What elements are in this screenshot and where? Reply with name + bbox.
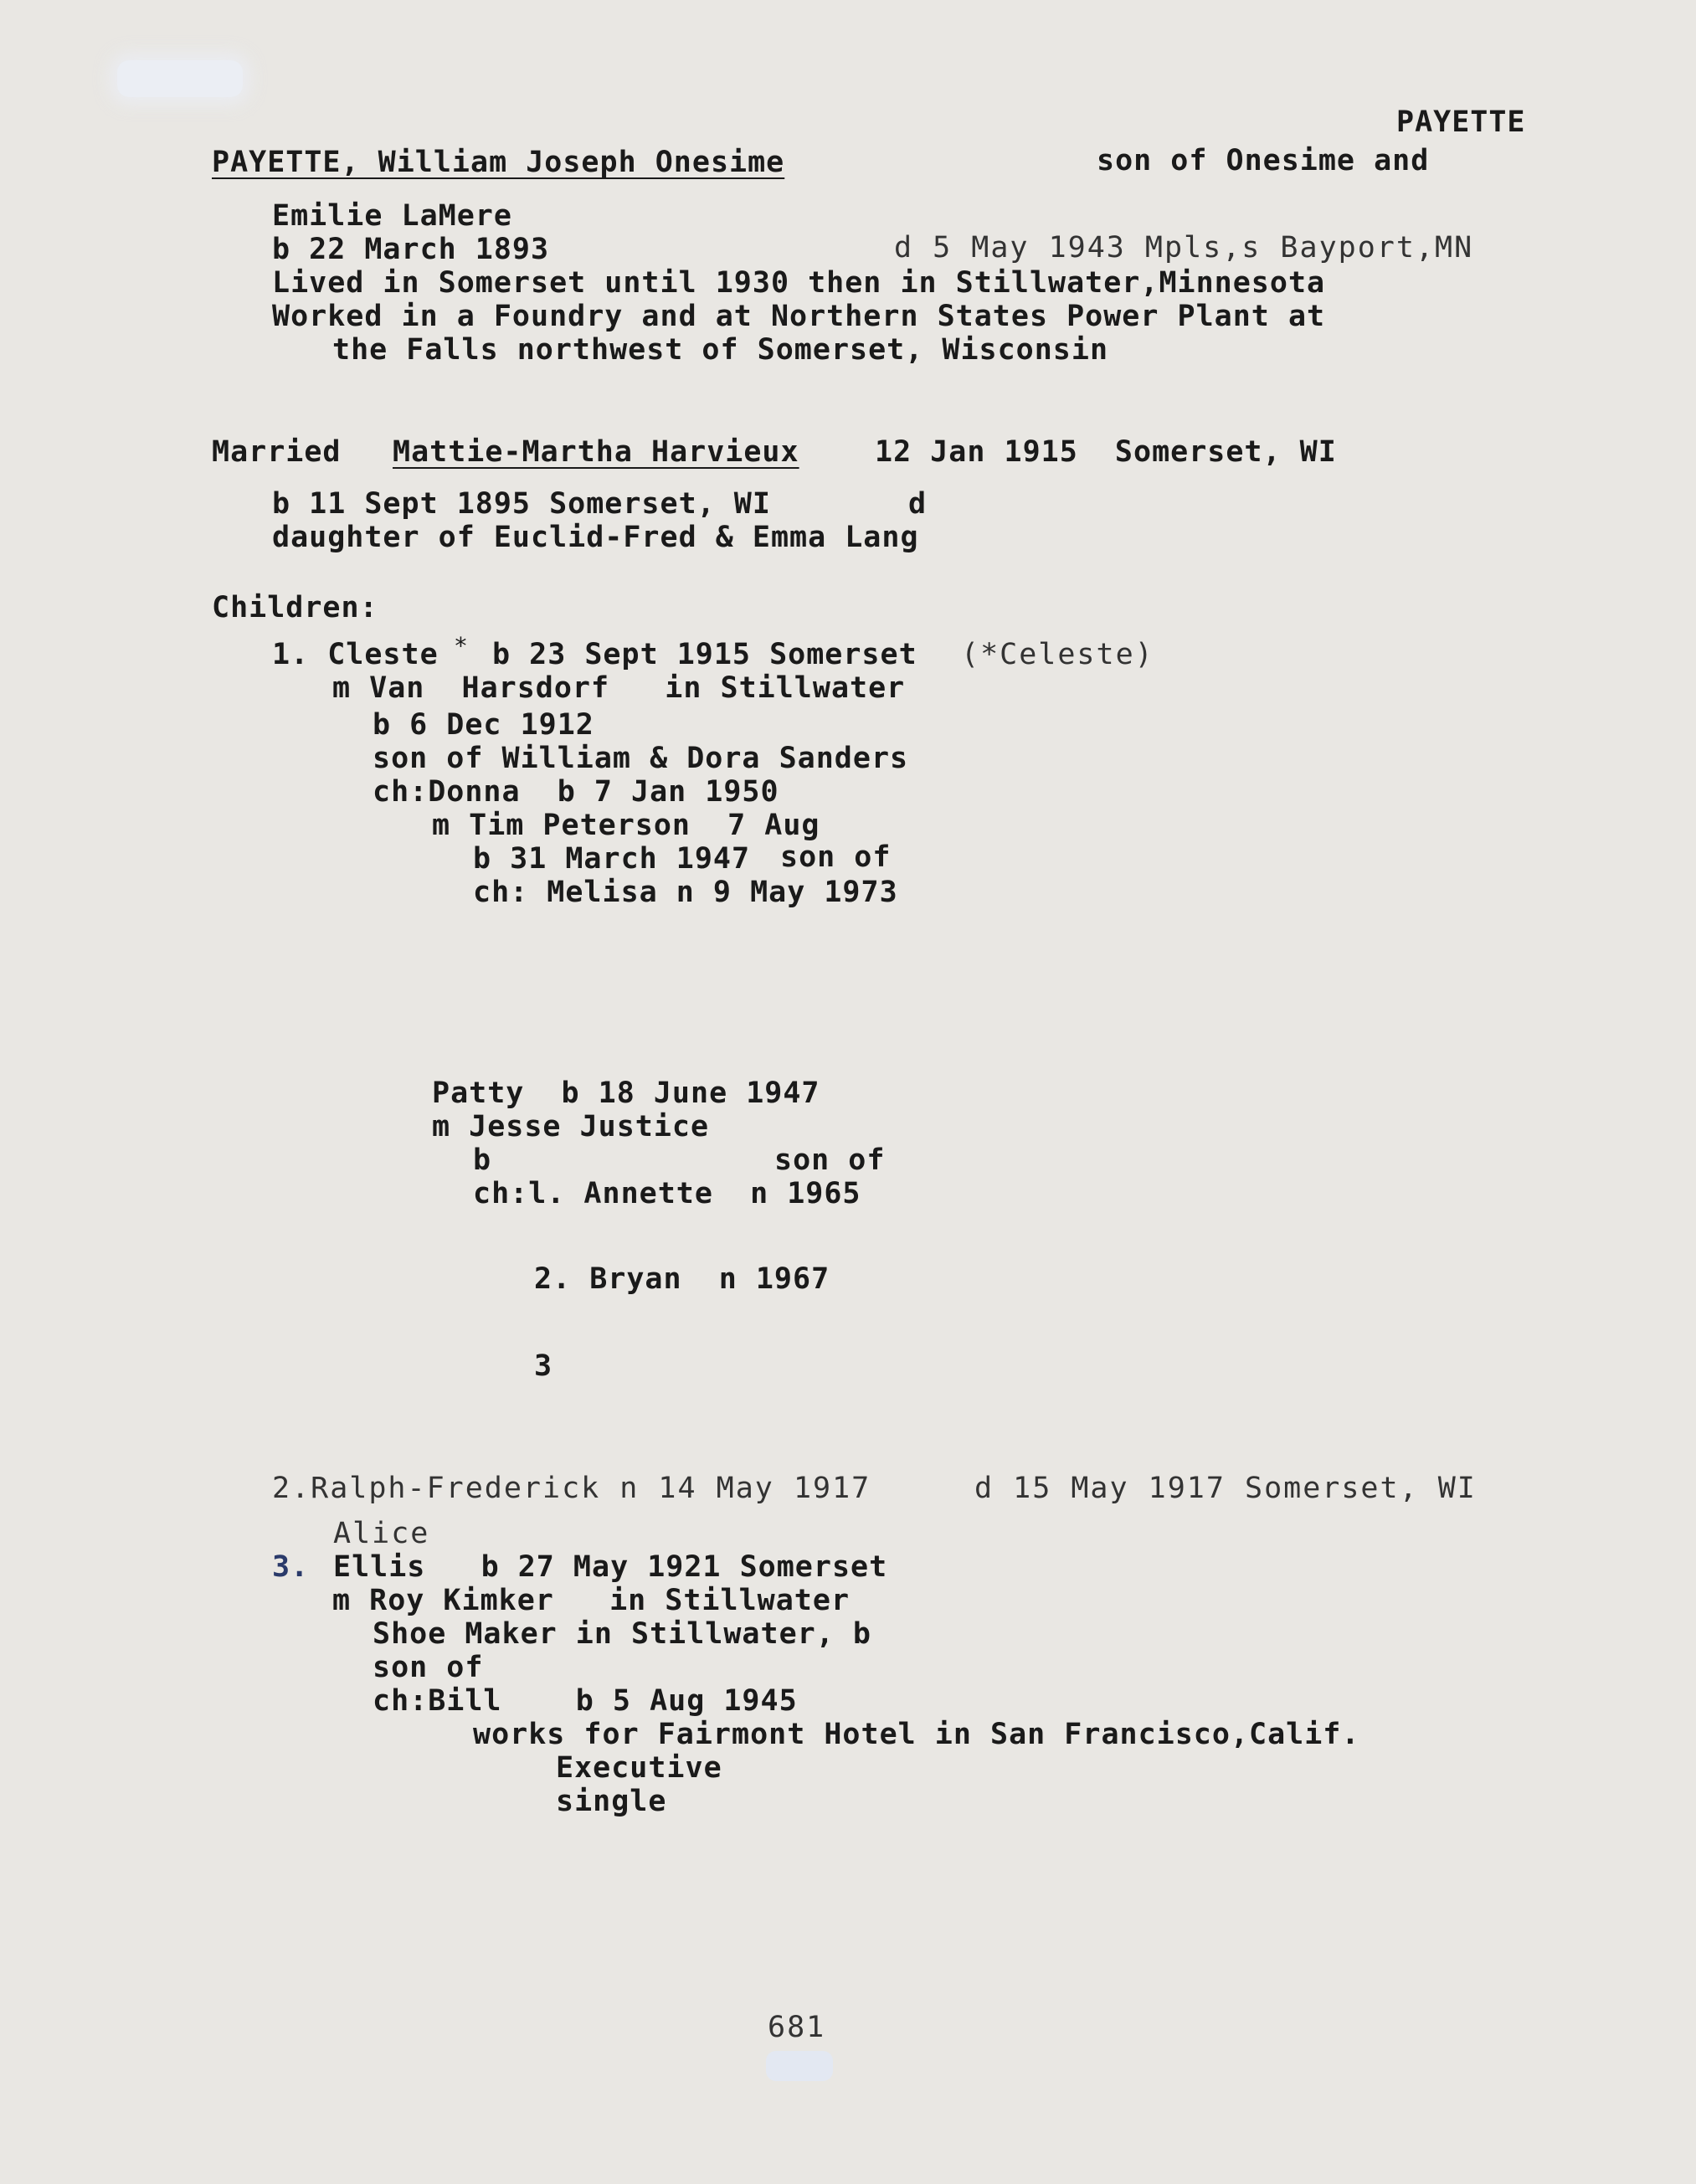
grandchild-donna: ch:Donna b 7 Jan 1950 <box>373 775 779 809</box>
child-1-name: 1. Cleste <box>272 638 439 671</box>
bio-line-1: Lived in Somerset until 1930 then in Stillwater,Minnesota <box>272 266 1326 300</box>
child-1-asterisk: * <box>454 632 469 660</box>
faint-stamp <box>117 60 243 97</box>
bio-line-3: the Falls northwest of Somerset, Wisconsin <box>332 333 1109 367</box>
grandchild-patty-marriage: m Jesse Justice <box>432 1110 710 1143</box>
grandchild-patty: Patty b 18 June 1947 <box>432 1077 820 1110</box>
great-grandchild-melisa: ch: Melisa n 9 May 1973 <box>473 876 898 909</box>
child-1-birth: b 23 Sept 1915 Somerset <box>492 638 917 671</box>
death-date: d 5 May 1943 Mpls,s Bayport,MN <box>894 231 1474 265</box>
grandchild-bill-status: single <box>556 1785 667 1818</box>
grandchild-bill: ch:Bill b 5 Aug 1945 <box>373 1684 798 1718</box>
great-grandchild-3: 3 <box>534 1349 553 1383</box>
child-3-alt-name: Alice <box>333 1517 430 1550</box>
great-grandchild-annette: ch:l. Annette n 1965 <box>473 1177 861 1210</box>
grandchild-donna-spouse-son: son of <box>780 840 892 874</box>
parents-text-2: Emilie LaMere <box>272 199 512 233</box>
grandchild-patty-spouse-b: b <box>473 1143 492 1177</box>
grandchild-donna-spouse-birth: b 31 March 1947 <box>473 842 751 876</box>
faint-page-stamp <box>766 2051 833 2081</box>
birth-date: b 22 March 1893 <box>272 233 550 266</box>
child-1-spouse-parents: son of William & Dora Sanders <box>373 742 909 775</box>
child-3-number: 3. <box>272 1550 310 1584</box>
child-2-name: 2.Ralph-Frederick n 14 May 1917 <box>272 1472 871 1505</box>
children-heading: Children: <box>212 591 378 624</box>
parents-text-1: son of Onesime and <box>1097 144 1430 177</box>
child-1-note: (*Celeste) <box>961 638 1154 671</box>
bio-line-2: Worked in a Foundry and at Northern States Power Plant at <box>272 300 1326 333</box>
child-3-spouse-parents: son of <box>373 1651 484 1684</box>
child-2-death: d 15 May 1917 Somerset, WI <box>974 1472 1477 1505</box>
great-grandchild-bryan: 2. Bryan n 1967 <box>534 1262 830 1296</box>
child-3-spouse-job: Shoe Maker in Stillwater, b <box>373 1617 871 1651</box>
marriage-details: 12 Jan 1915 Somerset, WI <box>875 435 1337 469</box>
child-1-marriage: m Van Harsdorf in Stillwater <box>332 671 906 705</box>
grandchild-bill-title: Executive <box>556 1751 722 1785</box>
child-1-spouse-birth: b 6 Dec 1912 <box>373 708 594 742</box>
spouse-parents: daughter of Euclid-Fred & Emma Lang <box>272 521 919 554</box>
spouse-birth: b 11 Sept 1895 Somerset, WI <box>272 487 771 521</box>
married-label: Married <box>212 435 342 469</box>
subject-name: PAYETTE, William Joseph Onesime <box>212 146 785 179</box>
page-number: 681 <box>768 2011 826 2044</box>
spouse-death: d <box>908 487 928 521</box>
child-3-name: Ellis b 27 May 1921 Somerset <box>333 1550 888 1584</box>
grandchild-donna-marriage: m Tim Peterson 7 Aug <box>432 809 820 842</box>
spouse-name: Mattie-Martha Harvieux <box>393 435 799 469</box>
surname-heading: PAYETTE <box>1396 105 1526 139</box>
grandchild-bill-work: works for Fairmont Hotel in San Francisco,Calif. <box>473 1718 1360 1751</box>
grandchild-patty-spouse-son: son of <box>774 1143 886 1177</box>
child-3-marriage: m Roy Kimker in Stillwater <box>332 1584 851 1617</box>
